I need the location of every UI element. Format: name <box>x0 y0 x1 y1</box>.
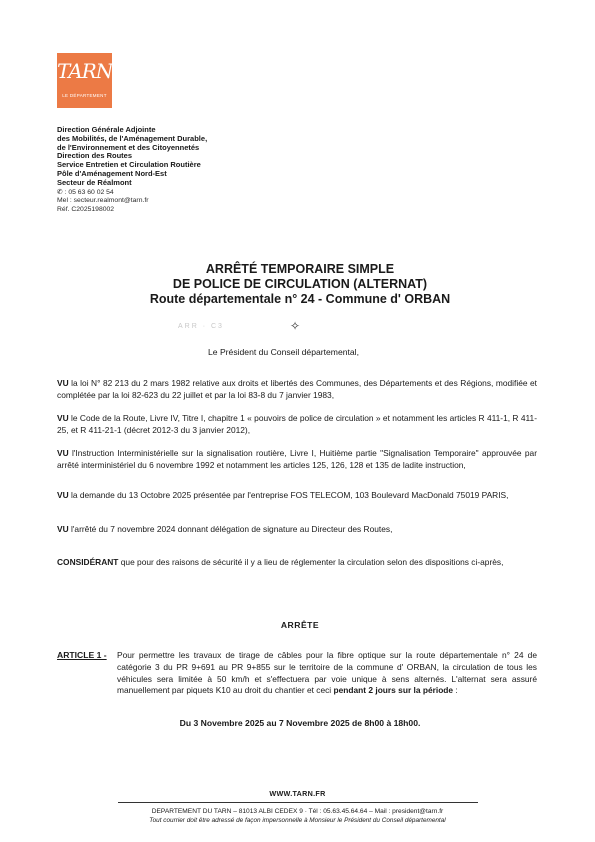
document-title <box>90 262 510 307</box>
sender-line: des Mobilités, de l'Aménagement Durable, <box>57 133 208 143</box>
footer-note: Tout courrier doit être adressé de façon impersonnelle à Monsieur le Président du Conseil départemental <box>149 817 446 824</box>
article-1-body: Pour permettre les travaux de tirage de câbles pour la fibre optique sur la route départementale n° 24 de catégorie 3 du PR 9+691 au PR 9+855 sur le territoire de la commune d' ORBAN, la circulation de tous les véhicules sera limitée à 50 km/h et s'effectuera par voie unique à sens alternés. L'alternat sera assuré manuellement par piquets K10 au droit du chantier et ceci <box>117 650 537 696</box>
sender-block <box>57 126 317 214</box>
vu-text: le Code de la Route, Livre IV, Titre I, chapitre 1 « pouvoirs de police de circulation » et notamment les articles R 411-1, R 411-25, et R 411-21-1 (décret 2012-3 du 3 janvier 2012), <box>57 413 537 435</box>
sender-phone: ✆ : 05 63 60 02 54 <box>57 188 114 196</box>
considerant-text: que pour des raisons de sécurité il y a lieu de réglementer la circulation selon des dispositions ci-après, <box>118 557 504 567</box>
article-1-period: pendant 2 jours sur la période <box>333 685 454 696</box>
vu-text: la loi N° 82 213 du 2 mars 1982 relative aux droits et libertés des Communes, des Départements et des Régions, modifiée et complétée par la loi 82-623 du 22 juillet et par la loi 83-8 du 7 janvier 1983, <box>57 378 537 400</box>
vu-paragraph <box>57 490 537 502</box>
sender-mail: Mel : secteur.realmont@tarn.fr <box>57 197 149 205</box>
title-line: ARRÊTÉ TEMPORAIRE SIMPLE <box>205 262 395 276</box>
considerant-paragraph <box>57 557 537 569</box>
article-1-dates: Du 3 Novembre 2025 au 7 Novembre 2025 de 8h00 à 18h00. <box>179 718 421 728</box>
vu-label: VU <box>57 524 69 534</box>
vu-label: VU <box>57 413 69 423</box>
vu-label: VU <box>57 490 69 500</box>
vu-paragraph <box>57 448 537 472</box>
vu-paragraph <box>57 524 537 536</box>
sender-line: Secteur de Réalmont <box>57 177 132 187</box>
arrete-heading: ARRÊTE <box>280 620 320 630</box>
title-line: DE POLICE DE CIRCULATION (ALTERNAT) <box>172 277 428 291</box>
vu-paragraph <box>57 413 537 437</box>
sender-line: de l'Environnement et des Citoyennetés <box>57 142 200 152</box>
logo-subtitle: LE DÉPARTEMENT <box>62 93 107 98</box>
vu-text: l'Instruction Interministérielle sur la signalisation routière, Livre I, Huitième partie "Signalisation Temporaire" approuvée par arrêté interministériel du 6 novembre 1992 et notamment les articles 125, 126, 128 et 135 de ladite instruction, <box>57 448 537 470</box>
article-1-end: : <box>453 685 458 696</box>
vu-text: l'arrêté du 7 novembre 2024 donnant délégation de signature au Directeur des Routes, <box>68 524 393 534</box>
vu-label: VU <box>57 448 69 458</box>
issuer-line: Le Président du Conseil départemental, <box>208 347 359 357</box>
sender-line: Pôle d'Aménagement Nord-Est <box>57 168 167 178</box>
logo-word: TARN <box>57 59 113 83</box>
ornament-icon: ✧ <box>289 319 301 333</box>
article-1-label: ARTICLE 1 - <box>57 650 107 660</box>
considerant-label: CONSIDÉRANT <box>57 557 119 567</box>
vu-text: la demande du 13 Octobre 2025 présentée par l'entreprise FOS TELECOM, 103 Boulevard MacDonald 75019 PARIS, <box>68 490 509 500</box>
title-line: Route départementale n° 24 - Commune d' ORBAN <box>149 292 451 306</box>
footer-divider <box>118 802 478 803</box>
sender-reference: Réf. C2025198002 <box>57 205 115 213</box>
footer-website: WWW.TARN.FR <box>269 789 326 798</box>
faint-stamp: ARR · C3 <box>178 323 224 330</box>
vu-label: VU <box>57 378 69 388</box>
article-1-text <box>117 650 537 697</box>
vu-paragraph <box>57 378 537 402</box>
sender-line: Service Entretien et Circulation Routière <box>57 160 201 170</box>
tarn-logo <box>57 53 112 108</box>
sender-line: Direction des Routes <box>57 151 133 161</box>
sender-line: Direction Générale Adjointe <box>57 125 156 134</box>
footer-address: DEPARTEMENT DU TARN – 81013 ALBI CEDEX 9 · Tél : 05.63.45.64.64 – Mail : president@tarn.fr <box>151 808 444 815</box>
